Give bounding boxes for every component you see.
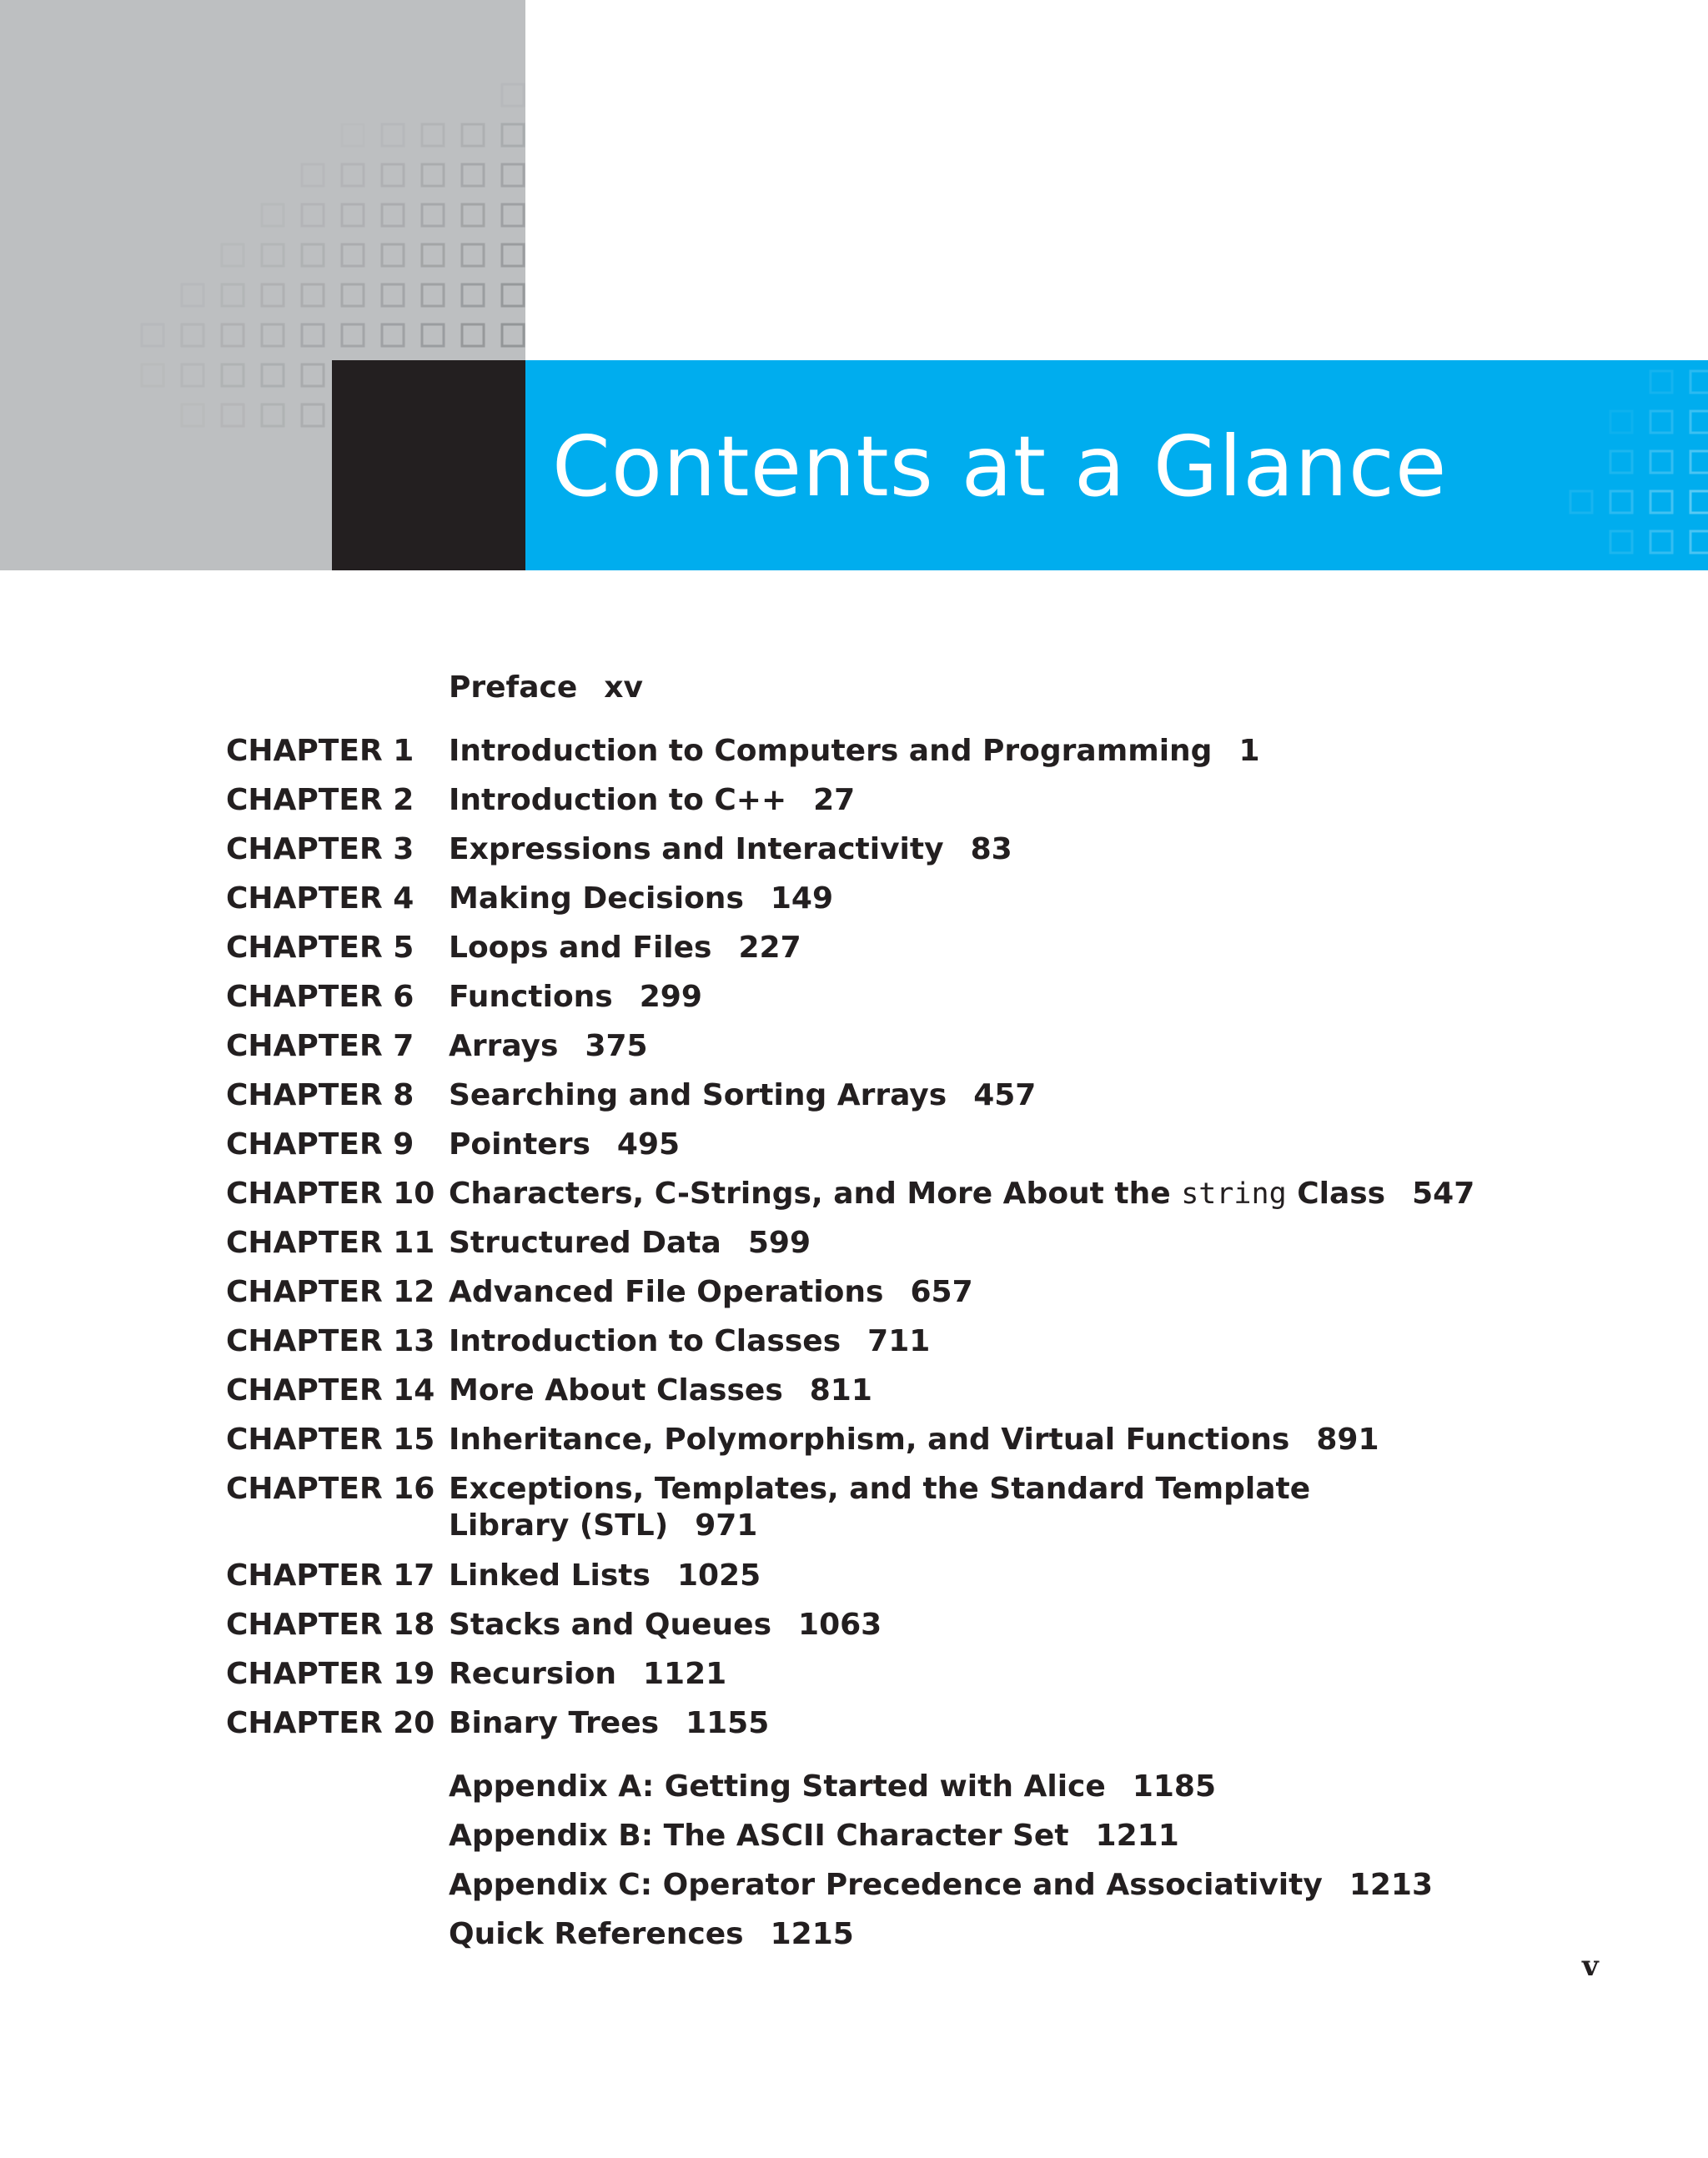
toc-entry-title xyxy=(449,1705,769,1742)
black-accent-block xyxy=(332,360,525,570)
chapter-label: CHAPTER 4 xyxy=(226,881,414,916)
entry-title-text: Expressions and Interactivity xyxy=(449,832,944,866)
blue-grid-square xyxy=(1650,411,1672,433)
grid-square xyxy=(222,324,244,346)
chapter-label: CHAPTER 15 xyxy=(226,1423,435,1457)
toc-entry-title xyxy=(449,881,833,917)
grid-square xyxy=(302,244,324,266)
toc-entry-title xyxy=(449,670,643,706)
entry-page-number: 971 xyxy=(695,1508,758,1543)
grid-square xyxy=(342,164,364,186)
grid-square xyxy=(302,324,324,346)
entry-page-number: 227 xyxy=(738,931,801,965)
grid-square xyxy=(182,284,203,306)
toc-entry-title xyxy=(449,1176,1474,1212)
grid-square xyxy=(222,244,244,266)
grid-square xyxy=(422,284,444,306)
grid-square xyxy=(262,404,284,426)
toc-entry-title xyxy=(449,1867,1433,1904)
blue-grid-square xyxy=(1650,531,1672,553)
entry-title-text: Stacks and Queues xyxy=(449,1608,772,1642)
entry-page-number: 547 xyxy=(1412,1177,1475,1211)
blue-grid-square xyxy=(1610,451,1632,473)
entry-title-text: Loops and Files xyxy=(449,931,712,965)
grid-square xyxy=(262,324,284,346)
blue-grid-square xyxy=(1610,491,1632,513)
entry-page-number: 149 xyxy=(770,881,834,916)
blue-grid-square xyxy=(1650,451,1672,473)
entry-title-text: Arrays xyxy=(449,1029,559,1063)
chapter-label: CHAPTER 1 xyxy=(226,734,414,768)
grid-square xyxy=(462,244,484,266)
toc-entry-title xyxy=(449,930,801,966)
grid-square xyxy=(262,244,284,266)
toc-entry-title xyxy=(449,1558,761,1594)
blue-grid-square xyxy=(1570,491,1592,513)
blue-grid-square xyxy=(1690,451,1708,473)
entry-page-number: 891 xyxy=(1316,1423,1379,1457)
grid-square xyxy=(502,204,524,226)
toc-entry-title xyxy=(449,1323,930,1360)
toc-entry-title xyxy=(449,1818,1179,1854)
grid-square xyxy=(342,324,364,346)
grid-square xyxy=(262,364,284,386)
chapter-label: CHAPTER 19 xyxy=(226,1657,435,1691)
entry-page-number: 1121 xyxy=(643,1657,727,1691)
grid-square xyxy=(302,364,324,386)
entry-page-number: 299 xyxy=(639,980,702,1014)
entry-title-text: Advanced File Operations xyxy=(449,1275,884,1309)
entry-title-code: string xyxy=(1181,1177,1287,1211)
chapter-label: CHAPTER 8 xyxy=(226,1078,414,1112)
entry-title-text: Functions xyxy=(449,980,613,1014)
grid-square xyxy=(382,324,404,346)
grid-square xyxy=(302,284,324,306)
blue-grid-square xyxy=(1690,531,1708,553)
grid-square xyxy=(182,404,203,426)
grid-square xyxy=(422,204,444,226)
entry-page-number: 1213 xyxy=(1349,1868,1434,1902)
blue-grid-square xyxy=(1690,411,1708,433)
entry-page-number: 83 xyxy=(970,832,1012,866)
toc-entry-title xyxy=(449,1656,726,1693)
chapter-label: CHAPTER 5 xyxy=(226,931,414,965)
header-banner xyxy=(0,0,1708,570)
entry-page-number: 657 xyxy=(910,1275,973,1309)
entry-title-text: Pointers xyxy=(449,1127,590,1162)
grid-square xyxy=(382,204,404,226)
grid-square xyxy=(262,204,284,226)
grid-square xyxy=(302,204,324,226)
entry-title-text: Making Decisions xyxy=(449,881,744,916)
entry-title-text: Structured Data xyxy=(449,1226,721,1260)
grid-square xyxy=(382,124,404,146)
entry-page-number: 27 xyxy=(813,783,856,817)
grid-square xyxy=(182,324,203,346)
entry-title-text: Linked Lists xyxy=(449,1558,651,1593)
entry-title-text: Exceptions, Templates, and the Standard Template xyxy=(449,1472,1311,1506)
chapter-label: CHAPTER 6 xyxy=(226,980,414,1014)
grid-square xyxy=(222,284,244,306)
entry-page-number: 1215 xyxy=(770,1917,854,1951)
toc-entry-title xyxy=(449,979,702,1016)
entry-page-number: 1063 xyxy=(798,1608,882,1642)
grid-square xyxy=(342,244,364,266)
blue-grid-square xyxy=(1690,371,1708,393)
entry-title-text: Appendix B: The ASCII Character Set xyxy=(449,1819,1069,1853)
chapter-label: CHAPTER 16 xyxy=(226,1472,435,1506)
grid-square xyxy=(502,84,524,106)
grid-square xyxy=(342,124,364,146)
chapter-label: CHAPTER 12 xyxy=(226,1275,435,1309)
chapter-label: CHAPTER 14 xyxy=(226,1373,435,1408)
toc-entry-title xyxy=(449,1471,1310,1544)
grid-square xyxy=(182,364,203,386)
chapter-label: CHAPTER 18 xyxy=(226,1608,435,1642)
chapter-label: CHAPTER 17 xyxy=(226,1558,435,1593)
toc-entry-title xyxy=(449,733,1260,770)
toc-entry-title xyxy=(449,1769,1216,1805)
chapter-label: CHAPTER 10 xyxy=(226,1177,435,1211)
entry-page-number: xv xyxy=(604,670,643,705)
entry-page-number: 1185 xyxy=(1132,1769,1217,1804)
toc-entry-title xyxy=(449,1274,973,1311)
entry-title-text: Inheritance, Polymorphism, and Virtual Functions xyxy=(449,1423,1290,1457)
entry-title-text: Binary Trees xyxy=(449,1706,660,1740)
grid-square xyxy=(422,124,444,146)
entry-page-number: 711 xyxy=(867,1324,931,1358)
chapter-label: CHAPTER 2 xyxy=(226,783,414,817)
grid-square xyxy=(462,124,484,146)
toc-entry-title xyxy=(449,1607,882,1644)
page-folio: v xyxy=(1582,1950,1599,1983)
chapter-label: CHAPTER 13 xyxy=(226,1324,435,1358)
grid-square xyxy=(502,124,524,146)
grid-square xyxy=(462,204,484,226)
toc-entry-title xyxy=(449,1127,680,1163)
toc-entry-title xyxy=(449,1225,811,1262)
entry-page-number: 811 xyxy=(809,1373,872,1408)
toc-entry-title xyxy=(449,782,855,819)
grid-square xyxy=(302,404,324,426)
blue-grid-square xyxy=(1610,411,1632,433)
chapter-label: CHAPTER 20 xyxy=(226,1706,435,1740)
chapter-label: CHAPTER 3 xyxy=(226,832,414,866)
grid-square xyxy=(222,364,244,386)
grid-square xyxy=(462,324,484,346)
grid-square xyxy=(462,284,484,306)
entry-page-number: 599 xyxy=(747,1226,811,1260)
entry-page-number: 495 xyxy=(616,1127,681,1162)
decorative-blue-squares xyxy=(1508,360,1708,570)
entry-title-text: Appendix A: Getting Started with Alice xyxy=(449,1769,1106,1804)
grid-square xyxy=(382,244,404,266)
entry-title-text: Class xyxy=(1297,1177,1386,1211)
entry-page-number: 457 xyxy=(973,1078,1037,1112)
grid-square xyxy=(382,284,404,306)
page-title: Contents at a Glance xyxy=(552,418,1448,515)
toc-entry-title xyxy=(449,1422,1379,1458)
grid-square xyxy=(502,164,524,186)
grid-square xyxy=(342,284,364,306)
toc-entry-title xyxy=(449,1916,854,1953)
entry-title-text: Preface xyxy=(449,670,578,705)
entry-title-text: Introduction to Computers and Programming xyxy=(449,734,1213,768)
entry-title-text: Characters, C-Strings, and More About the xyxy=(449,1177,1171,1211)
toc-entry-title xyxy=(449,1028,648,1065)
grid-square xyxy=(222,404,244,426)
grid-square xyxy=(342,204,364,226)
grid-square xyxy=(382,164,404,186)
grid-square xyxy=(502,324,524,346)
toc-entry-title xyxy=(449,831,1012,868)
blue-grid-square xyxy=(1650,371,1672,393)
entry-page-number: 1211 xyxy=(1095,1819,1179,1853)
chapter-label: CHAPTER 7 xyxy=(226,1029,414,1063)
entry-page-number: 1025 xyxy=(676,1558,761,1593)
entry-page-number: 1155 xyxy=(686,1706,770,1740)
grid-square xyxy=(142,364,163,386)
grid-square xyxy=(462,164,484,186)
toc-entry-title xyxy=(449,1077,1036,1114)
entry-title-text: More About Classes xyxy=(449,1373,783,1408)
grid-square xyxy=(142,324,163,346)
entry-page-number: 1 xyxy=(1238,734,1260,768)
grid-square xyxy=(262,284,284,306)
blue-grid-square xyxy=(1690,491,1708,513)
entry-title-text: Quick References xyxy=(449,1917,744,1951)
entry-title-text: Searching and Sorting Arrays xyxy=(449,1078,947,1112)
grid-square xyxy=(422,244,444,266)
chapter-label: CHAPTER 11 xyxy=(226,1226,435,1260)
grid-square xyxy=(502,244,524,266)
entry-title-text: Library (STL) xyxy=(449,1508,669,1543)
entry-title-text: Appendix C: Operator Precedence and Associativity xyxy=(449,1868,1323,1902)
toc-entry-title xyxy=(449,1373,872,1409)
grid-square xyxy=(502,284,524,306)
entry-title-text: Introduction to Classes xyxy=(449,1324,841,1358)
grid-square xyxy=(302,164,324,186)
entry-title-text: Recursion xyxy=(449,1657,616,1691)
blue-grid-square xyxy=(1650,491,1672,513)
entry-page-number: 375 xyxy=(585,1029,648,1063)
chapter-label: CHAPTER 9 xyxy=(226,1127,414,1162)
grid-square xyxy=(422,164,444,186)
entry-title-text: Introduction to C++ xyxy=(449,783,787,817)
blue-grid-square xyxy=(1610,531,1632,553)
grid-square xyxy=(422,324,444,346)
